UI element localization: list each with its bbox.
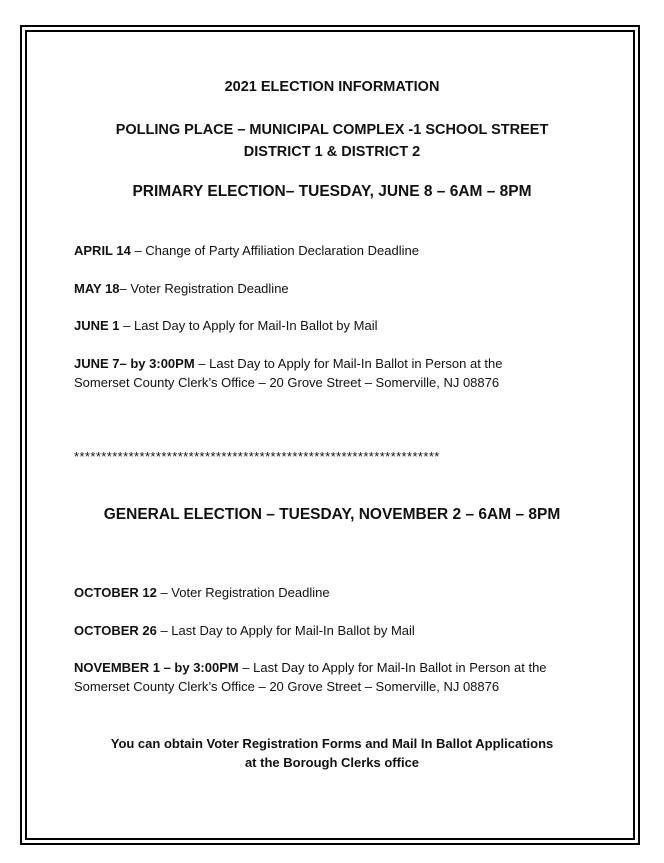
item-date: APRIL 14 [74,243,131,258]
footer-line-1: You can obtain Voter Registration Forms and Mail In Ballot Applications [110,736,554,751]
item-text: – Voter Registration Deadline [156,585,330,600]
separator-line: ******************************************************************* [74,449,440,464]
item-text: – Last Day to Apply for Mail-In Ballot in Person at the [194,356,503,371]
general-item-october-12 [74,583,614,602]
item-text: – Voter Registration Deadline [119,281,289,296]
districts-line: DISTRICT 1 & DISTRICT 2 [243,144,421,160]
item-date: NOVEMBER 1 – by 3:00PM [74,660,239,675]
polling-place-line: POLLING PLACE – MUNICIPAL COMPLEX -1 SCHOOL STREET [115,122,549,138]
primary-item-may-18 [74,279,614,298]
primary-item-june-7-address: Somerset County Clerk’s Office – 20 Grove Street – Somerville, NJ 08876 [74,375,500,390]
footer-line-2: at the Borough Clerks office [244,755,420,770]
general-item-november-1 [74,658,614,677]
item-date: OCTOBER 26 [74,623,157,638]
general-election-heading: GENERAL ELECTION – TUESDAY, NOVEMBER 2 – 6AM – 8PM [103,506,561,523]
item-date: MAY 18 [74,281,120,296]
item-date: JUNE 1 [74,318,120,333]
primary-item-april-14 [74,241,614,260]
item-text: – Last Day to Apply for Mail-In Ballot by Mail [156,623,415,638]
primary-election-heading: PRIMARY ELECTION– TUESDAY, JUNE 8 – 6AM – 8PM [132,183,532,200]
item-text: – Change of Party Affiliation Declaration Deadline [130,243,419,258]
item-date: OCTOBER 12 [74,585,157,600]
primary-item-june-1 [74,316,614,335]
general-item-november-1-address: Somerset County Clerk’s Office – 20 Grove Street – Somerville, NJ 08876 [74,679,500,694]
item-date: JUNE 7– by 3:00PM [74,356,195,371]
general-item-october-26 [74,621,614,640]
item-text: – Last Day to Apply for Mail-In Ballot by Mail [119,318,378,333]
item-text: – Last Day to Apply for Mail-In Ballot in Person at the [238,660,547,675]
primary-item-june-7 [74,354,614,373]
document-title: 2021 ELECTION INFORMATION [224,79,440,95]
